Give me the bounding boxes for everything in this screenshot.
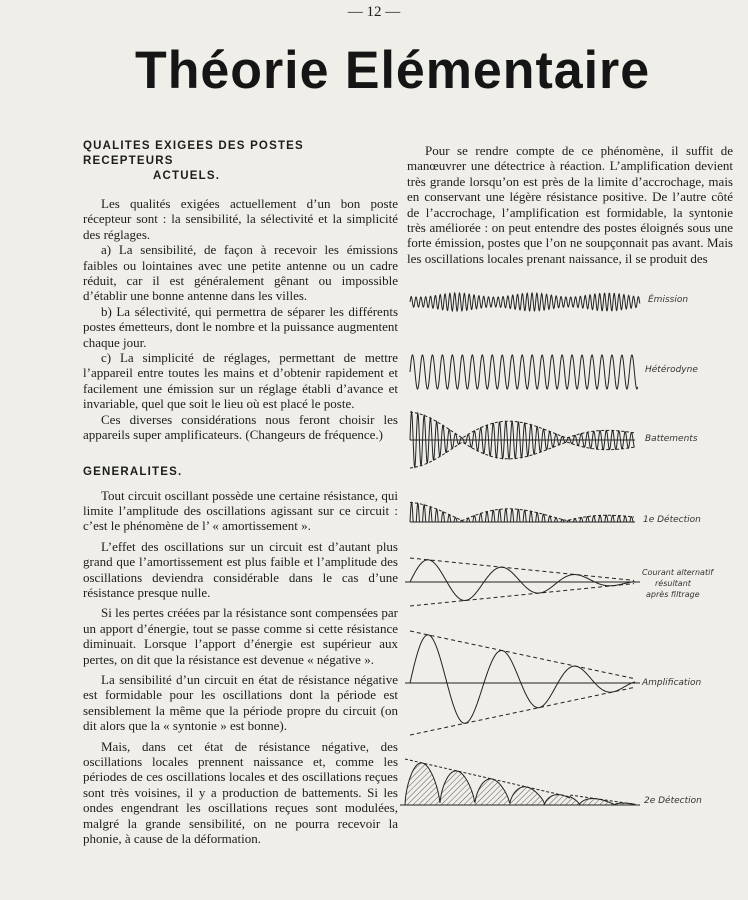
label-courant-2: résultant <box>655 579 691 588</box>
section-heading-generalites: GENERALITES. <box>83 465 183 478</box>
paragraph: Les qualités exigées actuellement d’un bon poste récepteur sont : la sensibilité, la sélectivité et la simplicité des réglages. <box>83 196 398 242</box>
page-title: Théorie Elémentaire <box>135 41 651 100</box>
label-courant-3: après filtrage <box>646 590 700 599</box>
detection2-wave <box>405 763 635 805</box>
emission-wave <box>410 293 640 311</box>
paragraph: L’effet des oscillations sur un circuit est d’autant plus grand que l’amortissement est plus faible et l’amplitude des oscillations deviendra considérable dans le cas d’une résistance presque nulle. <box>83 538 398 600</box>
waveform-diagram <box>400 280 645 820</box>
heterodyne-wave <box>410 355 638 389</box>
paragraph: Tout circuit oscillant possède une certaine résistance, qui limite l’amplitude des oscillations agissant sur ce circuit : c’est le phénomène de l’ « amortissement ». <box>83 487 398 534</box>
paragraph: Ces diverses considérations nous feront choisir les appareils super amplificateurs. (Changeurs de fréquence.) <box>83 411 398 443</box>
left-column <box>83 139 398 846</box>
amplified-envelope <box>410 688 634 736</box>
paragraph: a) La sensibilité, de façon à recevoir les émissions faibles ou lointaines avec une petite antenne ou un cadre réduit, car il est généralement gênant ou impossible d’établir une bonne antenne dans les villes. <box>83 242 398 304</box>
label-battements: Battements <box>645 434 698 444</box>
paragraph: b) La sélectivité, qui permettra de séparer les différents postes émetteurs, dont le nombre et la puissance augmentent chaque jour. <box>83 303 398 350</box>
section-heading-qualites <box>83 139 398 184</box>
paragraph: c) La simplicité de réglages, permettant de mettre l’appareil entre toutes les mains et d’obtenir rapidement et facilement une émission sur un réglage établi d’avance et invariable, quel que soit le lieu où est placé le poste. <box>83 350 398 412</box>
label-amplification: Amplification <box>642 678 702 688</box>
paragraph: Pour se rendre compte de ce phénomène, il suffit de manœuvrer une détectrice à réaction. L’amplification devient très grande lorsqu’on est près de la limite d’accrochage, mais en conservant une légère résistance positive. De l’autre côté de l’accrochage, l’amplification est formidable, la syntonie très améliorée : on peut entendre des postes éloignés sous une forte émission, postes que l’on ne soupçonnait pas avant. Mais les oscillations locales prenant naissance, il se produit des <box>407 143 733 266</box>
right-column <box>407 143 733 266</box>
heading-line: QUALITES EXIGEES DES POSTES RECEPTEURS <box>83 140 304 167</box>
detection1-envelope <box>410 502 634 520</box>
heading-line: ACTUELS. <box>153 170 221 182</box>
page-number: — 12 — <box>347 4 401 20</box>
label-courant-1: Courant alternatif <box>642 568 714 577</box>
paragraph: Si les pertes créées par la résistance sont compensées par un apport d’énergie, tout se passe comme si cette résistance diminuait. Lorsque l’apport d’énergie est supérieur aux pertes, on dit que la résistance est devenue « négative ». <box>83 605 398 667</box>
paragraph: Mais, dans cet état de résistance négative, des oscillations locales prennent naissance et, comme les périodes de ces oscillations locales et des oscillations reçues sont très voisines, il y a production de battements. Si les ondes engendrant les oscillations reçues sont modulées, malgré la grande sensibilité, on ne pourra recevoir la phonie, à cause de la déformation. <box>83 738 398 847</box>
label-detection-1: 1e Détection <box>643 515 701 525</box>
paragraph: La sensibilité d’un circuit en état de résistance négative est formidable pour les oscillations dont la période est sensiblement la même que la période propre du circuit (on dit alors que la « syntonie » est bonne). <box>83 671 398 734</box>
ac-envelope <box>410 584 634 606</box>
amplified-wave <box>410 635 635 723</box>
label-detection-2: 2e Détection <box>644 796 702 806</box>
label-heterodyne: Hétérodyne <box>645 365 698 375</box>
label-emission: Émission <box>648 295 689 305</box>
